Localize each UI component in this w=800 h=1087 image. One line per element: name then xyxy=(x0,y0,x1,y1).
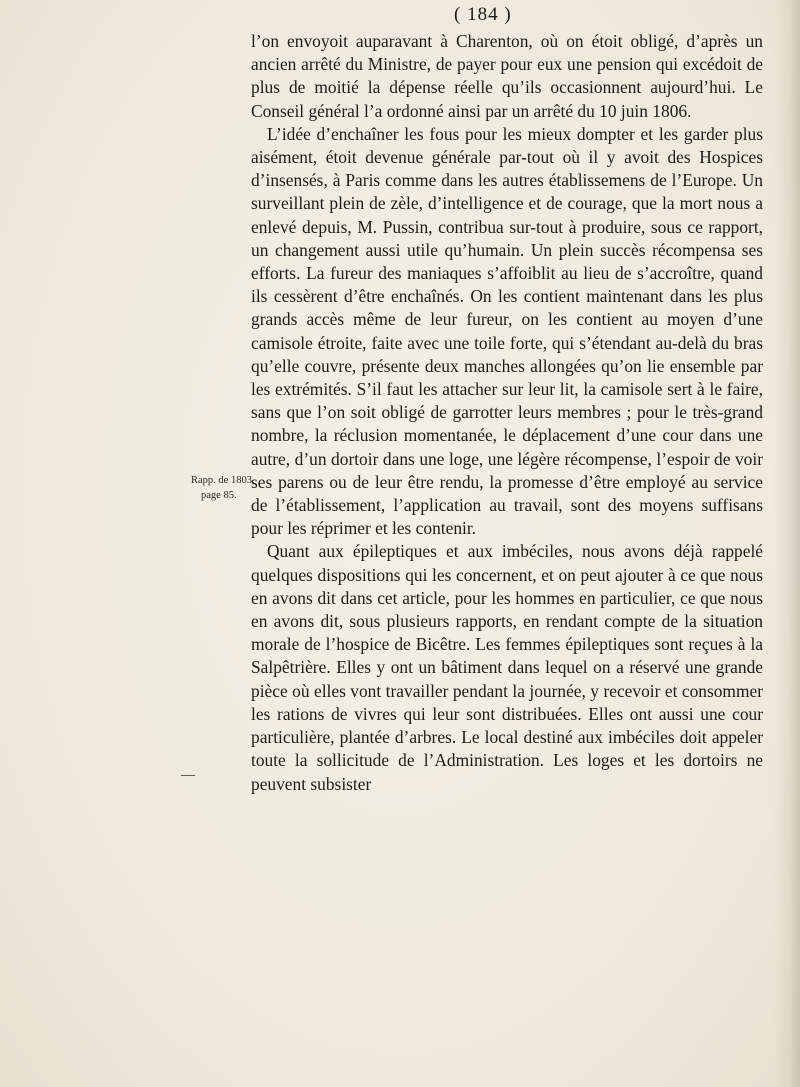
margin-note xyxy=(191,473,253,503)
paragraph-2: L’idée d’enchaîner les fous pour les mieux dompter et les garder plus aisément, étoit devenue générale par-tout où il y avoit des Hospices d’insensés, à Paris comme dans les autres établissemens de l’Europe. Un surveillant plein de zèle, d’intelligence et de courage, que la mort nous a enlevé depuis, M. Pussin, contribua sur-tout à produire, sous ce rapport, un changement aussi utile qu’humain. Un plein succès récompensa ses efforts. La fureur des maniaques s’affoiblit au lieu de s’accroître, quand ils cessèrent d’être enchaînés. On les contient maintenant dans les plus grands accès même de leur fureur, on les contient au moyen d’une camisole étroite, faite avec une toile forte, qui s’étendant au-delà du bras qu’elle couvre, présente deux manches allongées qu’on lie ensemble par les extrémités. S’il faut les attacher sur leur lit, la camisole sert à le faire, sans que l’on soit obligé de garrotter leurs membres ; pour le très-grand nombre, la réclusion momentanée, le déplacement d’une cour dans une autre, d’un dortoir dans une loge, une légère récompense, l’espoir de voir ses parens ou de leur être rendu, la promesse d’être employé au service de l’établissement, l’application au travail, sont des moyens suffisans pour les réprimer et les contenir. xyxy=(251,123,763,539)
page-edge-shadow xyxy=(774,0,800,1087)
page-number: ( 184 ) xyxy=(454,4,512,25)
body-text xyxy=(251,30,763,796)
margin-dash-mark xyxy=(181,775,195,776)
paragraph-3: Quant aux épileptiques et aux imbéciles, nous avons déjà rappelé quelques dispositions qui les concernent, et on peut ajouter à ce que nous en avons dit dans cet article, pour les hommes en particulier, ce que nous en avons dit, sous plusieurs rapports, en rendant compte de la situation morale de l’hospice de Bicêtre. Les femmes épileptiques sont reçues à la Salpêtrière. Elles y ont un bâtiment dans lequel on a réservé une grande pièce où elles vont travailler pendant la journée, y recevoir et consommer les rations de vivres qui leur sont distribuées. Elles ont aussi une cour particulière, plantée d’arbres. Le local destiné aux imbéciles doit appeler toute la sollicitude de l’Administration. Les loges et les dortoirs ne peuvent subsister xyxy=(251,541,763,794)
margin-note-line-1: Rapp. de 1803, xyxy=(191,475,255,486)
margin-note-line-2: page 85. xyxy=(201,490,237,501)
paragraph-1: l’on envoyoit auparavant à Charenton, où on étoit obligé, d’après un ancien arrêté du Ministre, de payer pour eux une pension qui excédoit de plus de moitié la dépense réelle qu’ils occasionnent aujourd’hui. Le Conseil général l’a ordonné ainsi par un arrêté du 10 juin 1806. xyxy=(251,31,763,121)
